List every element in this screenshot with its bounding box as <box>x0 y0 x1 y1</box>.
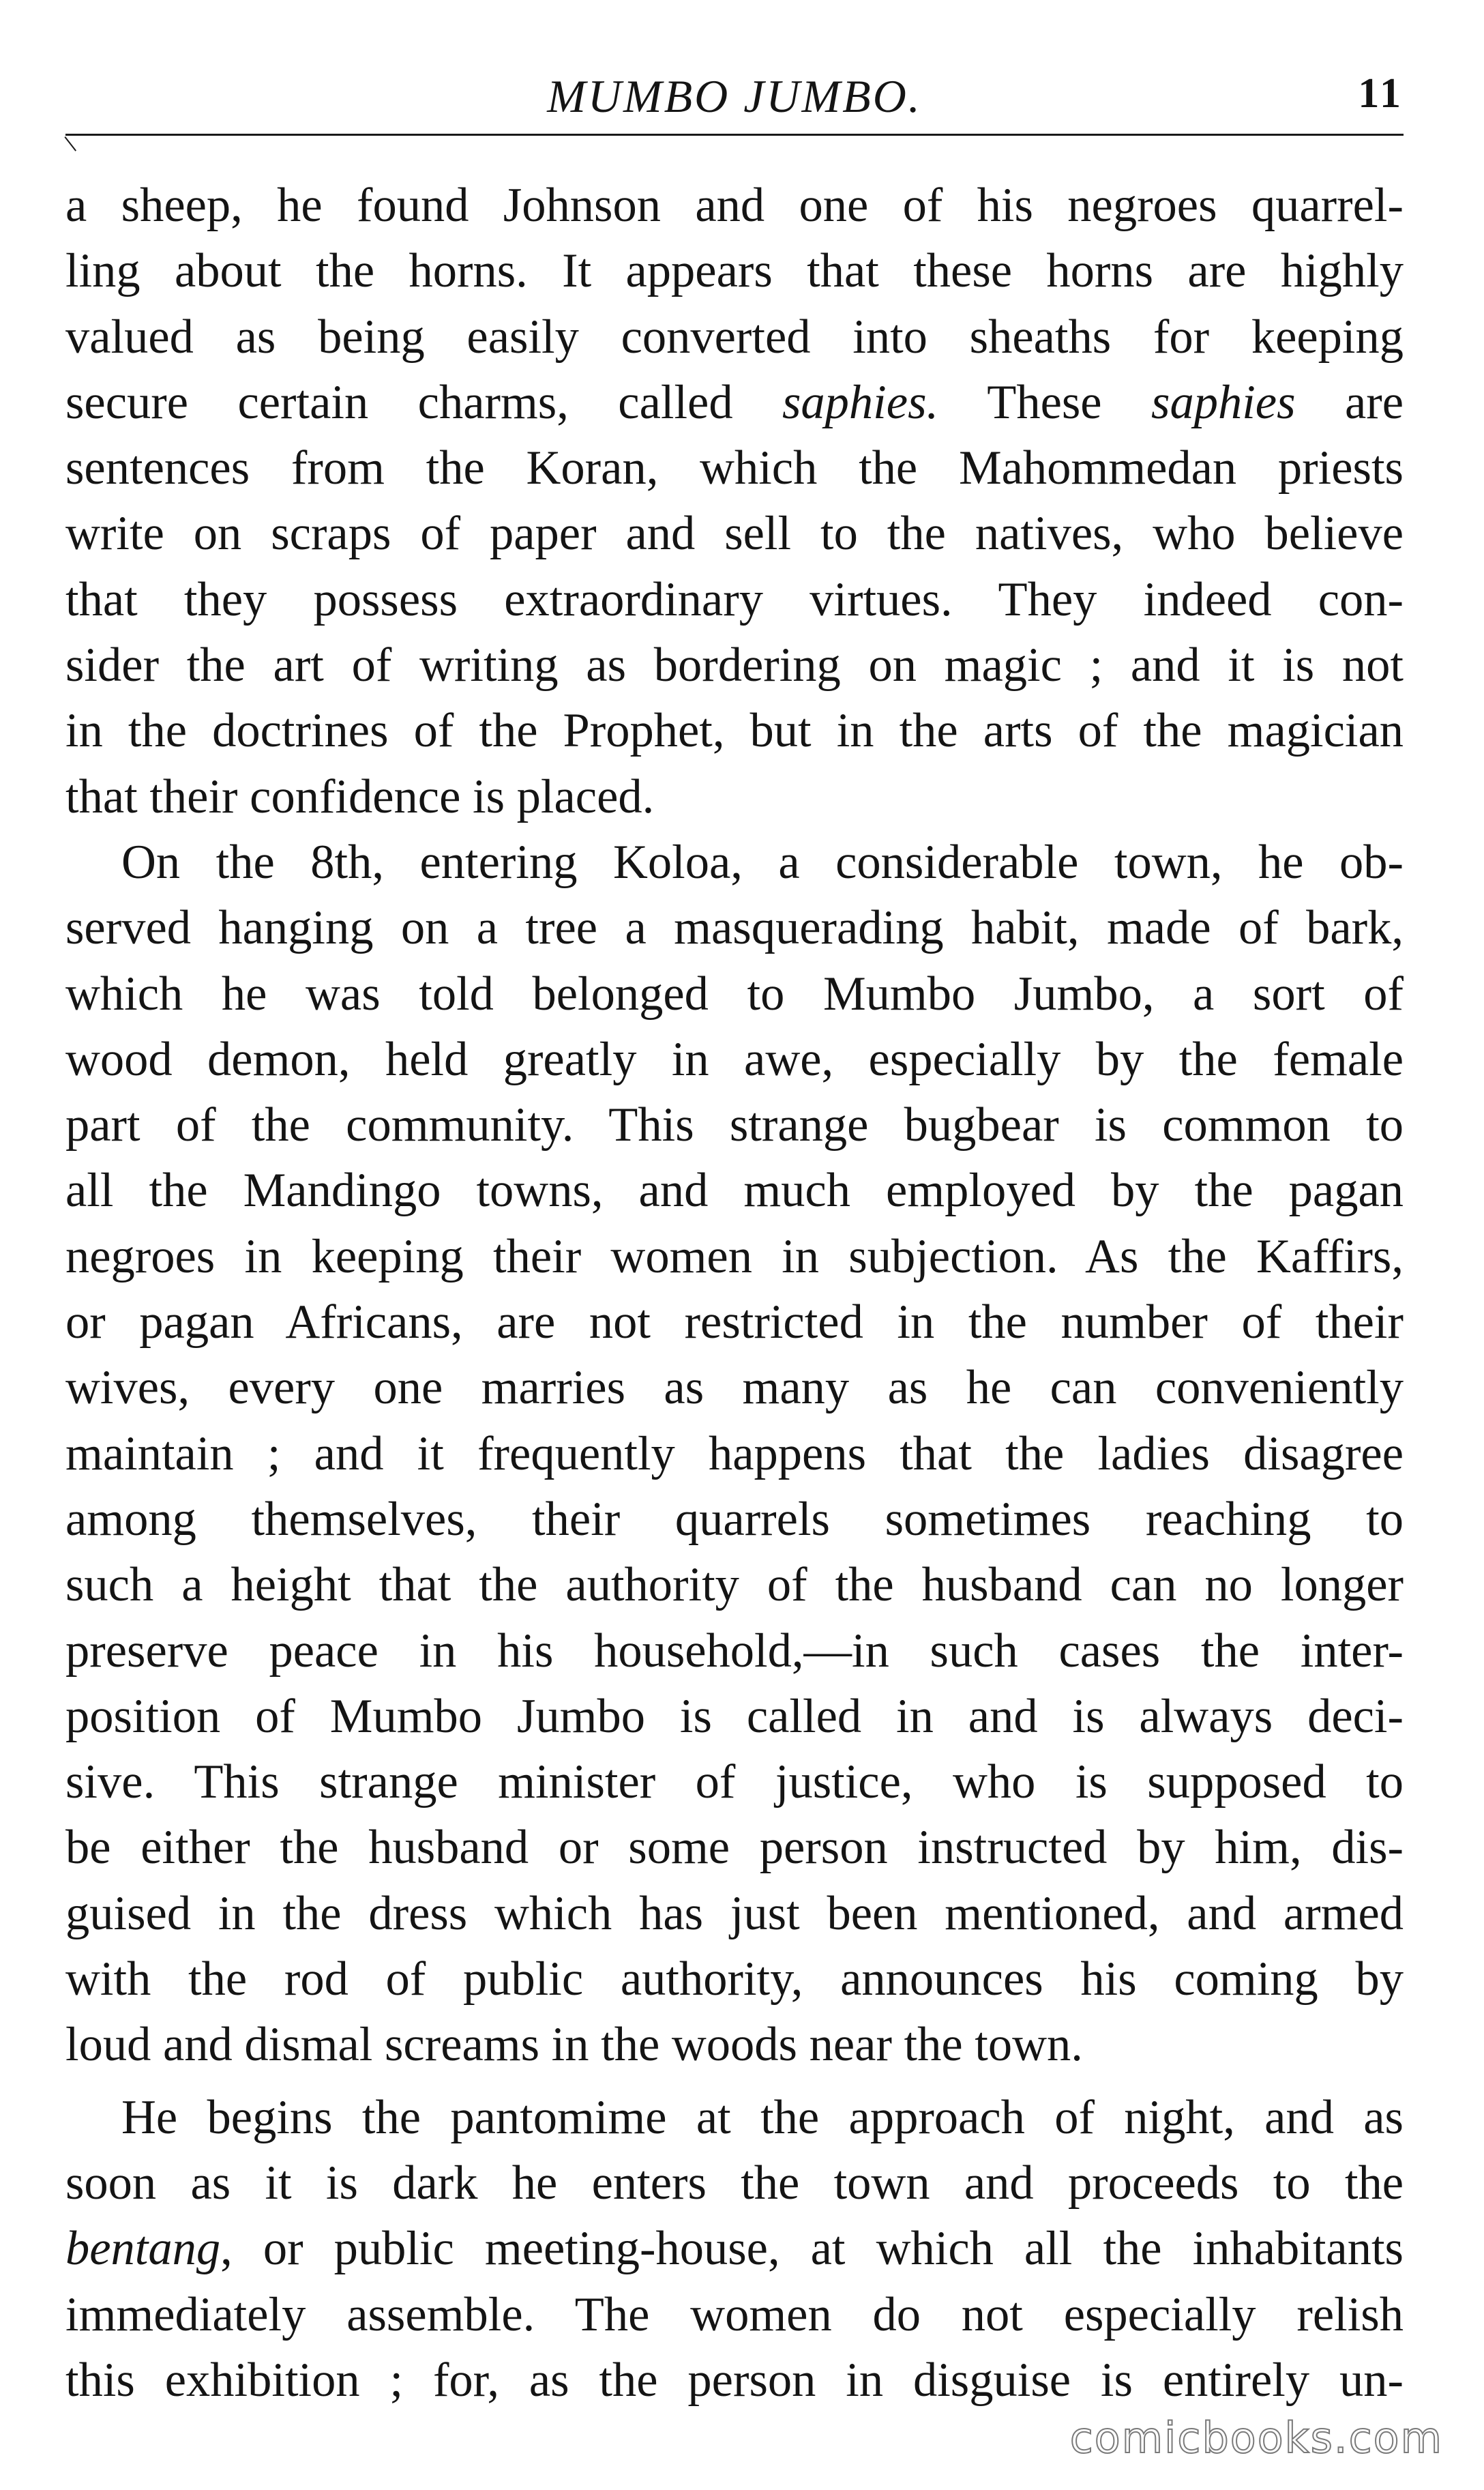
text-line: with the rod of public authority, announces his coming by <box>65 1952 1404 2006</box>
text-line: among themselves, their quarrels sometimes reaching to <box>65 1492 1404 1546</box>
italic-term: bentang <box>65 2222 221 2276</box>
header-rule <box>65 134 1404 136</box>
text-line: or pagan Africans, are not restricted in the number of their <box>65 1295 1404 1349</box>
text-line: that they possess extraordinary virtues. They indeed con- <box>65 572 1404 626</box>
text-line: ling about the horns. It appears that these horns are highly <box>65 244 1404 298</box>
text-line: such a height that the authority of the husband can no longer <box>65 1558 1404 1612</box>
text-line: sider the art of writing as bordering on magic ; and it is not <box>65 639 1404 692</box>
text-line: preserve peace in his household,—in such cases the inter- <box>65 1624 1404 1678</box>
text-line: maintain ; and it frequently happens that the ladies disagree <box>65 1426 1404 1480</box>
text-line: this exhibition ; for, as the person in disguise is entirely un- <box>65 2353 1404 2407</box>
text-line: part of the community. This strange bugbear is common to <box>65 1098 1404 1152</box>
text-run: secure certain charms, called <box>65 375 782 429</box>
italic-term: saphies. <box>782 375 939 429</box>
header-rule-tick <box>64 136 76 151</box>
text-line: served hanging on a tree a masquerading habit, made of bark, <box>65 901 1404 955</box>
text-line: wives, every one marries as many as he can conveniently <box>65 1361 1404 1415</box>
text-line: negroes in keeping their women in subjection. As the Kaffirs, <box>65 1229 1404 1283</box>
text-line: He begins the pantomime at the approach of night, and as <box>121 2090 1404 2144</box>
text-line: all the Mandingo towns, and much employed by the pagan <box>65 1164 1404 1218</box>
running-title: MUMBO JUMBO. <box>547 70 922 122</box>
text-line: sive. This strange minister of justice, who is supposed to <box>65 1755 1404 1809</box>
text-line: that their confidence is placed. <box>65 770 655 823</box>
text-line: On the 8th, entering Koloa, a considerable town, he ob- <box>121 835 1404 889</box>
text-line: wood demon, held greatly in awe, especially by the female <box>65 1032 1404 1086</box>
page-number: 11 <box>1358 70 1404 117</box>
italic-term: saphies <box>1151 375 1296 429</box>
text-line <box>65 370 1404 435</box>
text-run: , or public meeting-house, at which all the inhabitants <box>220 2222 1404 2276</box>
text-line: position of Mumbo Jumbo is called in and is always deci- <box>65 1689 1404 1743</box>
text-line: in the doctrines of the Prophet, but in the arts of the magician <box>65 704 1404 758</box>
text-line: loud and dismal screams in the woods near the town. <box>65 2018 1083 2072</box>
text-line <box>65 2216 1404 2281</box>
text-line: guised in the dress which has just been mentioned, and armed <box>65 1886 1404 1940</box>
text-line: valued as being easily converted into sheaths for keeping <box>65 310 1404 364</box>
text-line: sentences from the Koran, which the Mahommedan priests <box>65 441 1404 495</box>
text-run: are <box>1295 375 1404 429</box>
text-line: write on scraps of paper and sell to the natives, who believe <box>65 507 1404 561</box>
text-line: immediately assemble. The women do not especially relish <box>65 2287 1404 2341</box>
text-line: which he was told belonged to Mumbo Jumbo, a sort of <box>65 967 1404 1021</box>
text-line: a sheep, he found Johnson and one of his negroes quarrel- <box>65 179 1404 232</box>
text-line: soon as it is dark he enters the town and proceeds to the <box>65 2156 1404 2210</box>
watermark: comicbooks.com <box>1069 2413 1443 2463</box>
page-header <box>65 63 1404 131</box>
body-text <box>65 173 1404 2413</box>
text-run: These <box>938 375 1152 429</box>
text-line: be either the husband or some person instructed by him, dis- <box>65 1821 1404 1875</box>
